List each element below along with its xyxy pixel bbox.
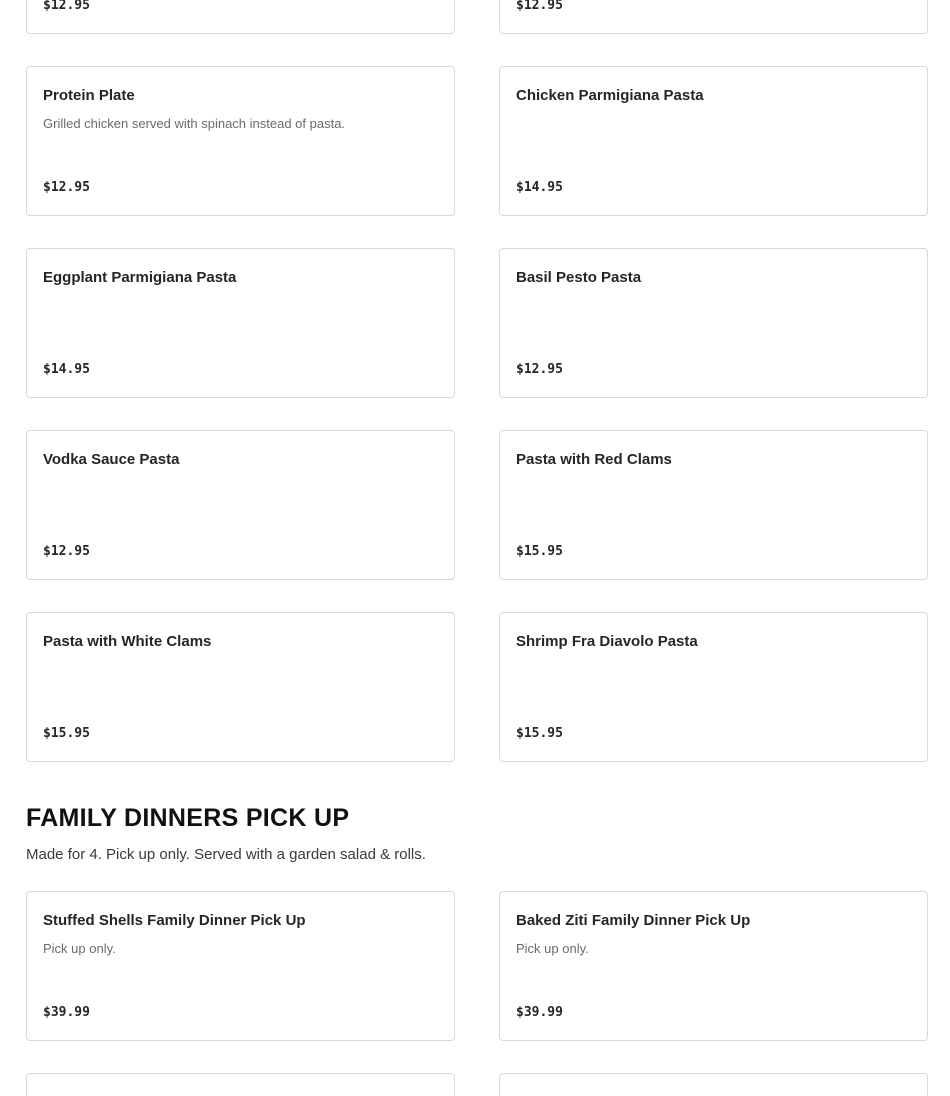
section-title: FAMILY DINNERS PICK UP [26,804,350,832]
menu-item-price: $12.95 [43,180,90,195]
menu-item-name: Baked Ziti Family Dinner Pick Up [516,912,751,929]
menu-item-card[interactable] [499,612,928,762]
menu-item-description: Pick up only. [43,941,116,956]
menu-item-price: $39.99 [43,1005,90,1020]
menu-item-name: Eggplant Parmigiana Pasta [43,269,237,286]
menu-item-card[interactable] [499,248,928,398]
menu-item-name: Pasta with White Clams [43,633,212,650]
menu-item-card[interactable] [499,66,928,216]
menu-item-name: Shrimp Fra Diavolo Pasta [516,633,698,650]
menu-item-name: Chicken Parmigiana Pasta [516,87,704,104]
menu-item-card[interactable] [499,1073,928,1096]
menu-item-price: $15.95 [516,726,563,741]
section-subtitle: Made for 4. Pick up only. Served with a garden salad & rolls. [26,846,426,863]
menu-item-card[interactable] [26,248,455,398]
menu-item-name: Basil Pesto Pasta [516,269,642,286]
menu-item-description: Grilled chicken served with spinach instead of pasta. [43,116,346,131]
menu-item-price: $14.95 [516,180,563,195]
menu-item-description: Pick up only. [516,941,589,956]
menu-item-card[interactable] [26,612,455,762]
menu-item-price: $12.95 [516,362,563,377]
menu-item-price: $14.95 [43,362,90,377]
menu-item-name: Protein Plate [43,87,135,104]
menu-item-card[interactable] [26,0,455,34]
menu-item-price: $12.95 [43,544,90,559]
pasta-menu-grid [26,0,928,762]
menu-item-price: $15.95 [516,544,563,559]
menu-item-card[interactable] [499,0,928,34]
menu-item-card[interactable] [26,430,455,580]
menu-item-card[interactable] [499,891,928,1041]
family-dinners-grid [26,891,928,1096]
menu-item-price: $12.95 [43,0,90,13]
menu-item-name: Stuffed Shells Family Dinner Pick Up [43,912,306,929]
menu-item-name: Vodka Sauce Pasta [43,451,180,468]
menu-item-card[interactable] [26,66,455,216]
menu-item-card[interactable] [26,1073,455,1096]
menu-item-card[interactable] [26,891,455,1041]
menu-item-price: $15.95 [43,726,90,741]
menu-item-card[interactable] [499,430,928,580]
menu-item-name: Pasta with Red Clams [516,451,672,468]
menu-item-price: $12.95 [516,0,563,13]
menu-item-price: $39.99 [516,1005,563,1020]
